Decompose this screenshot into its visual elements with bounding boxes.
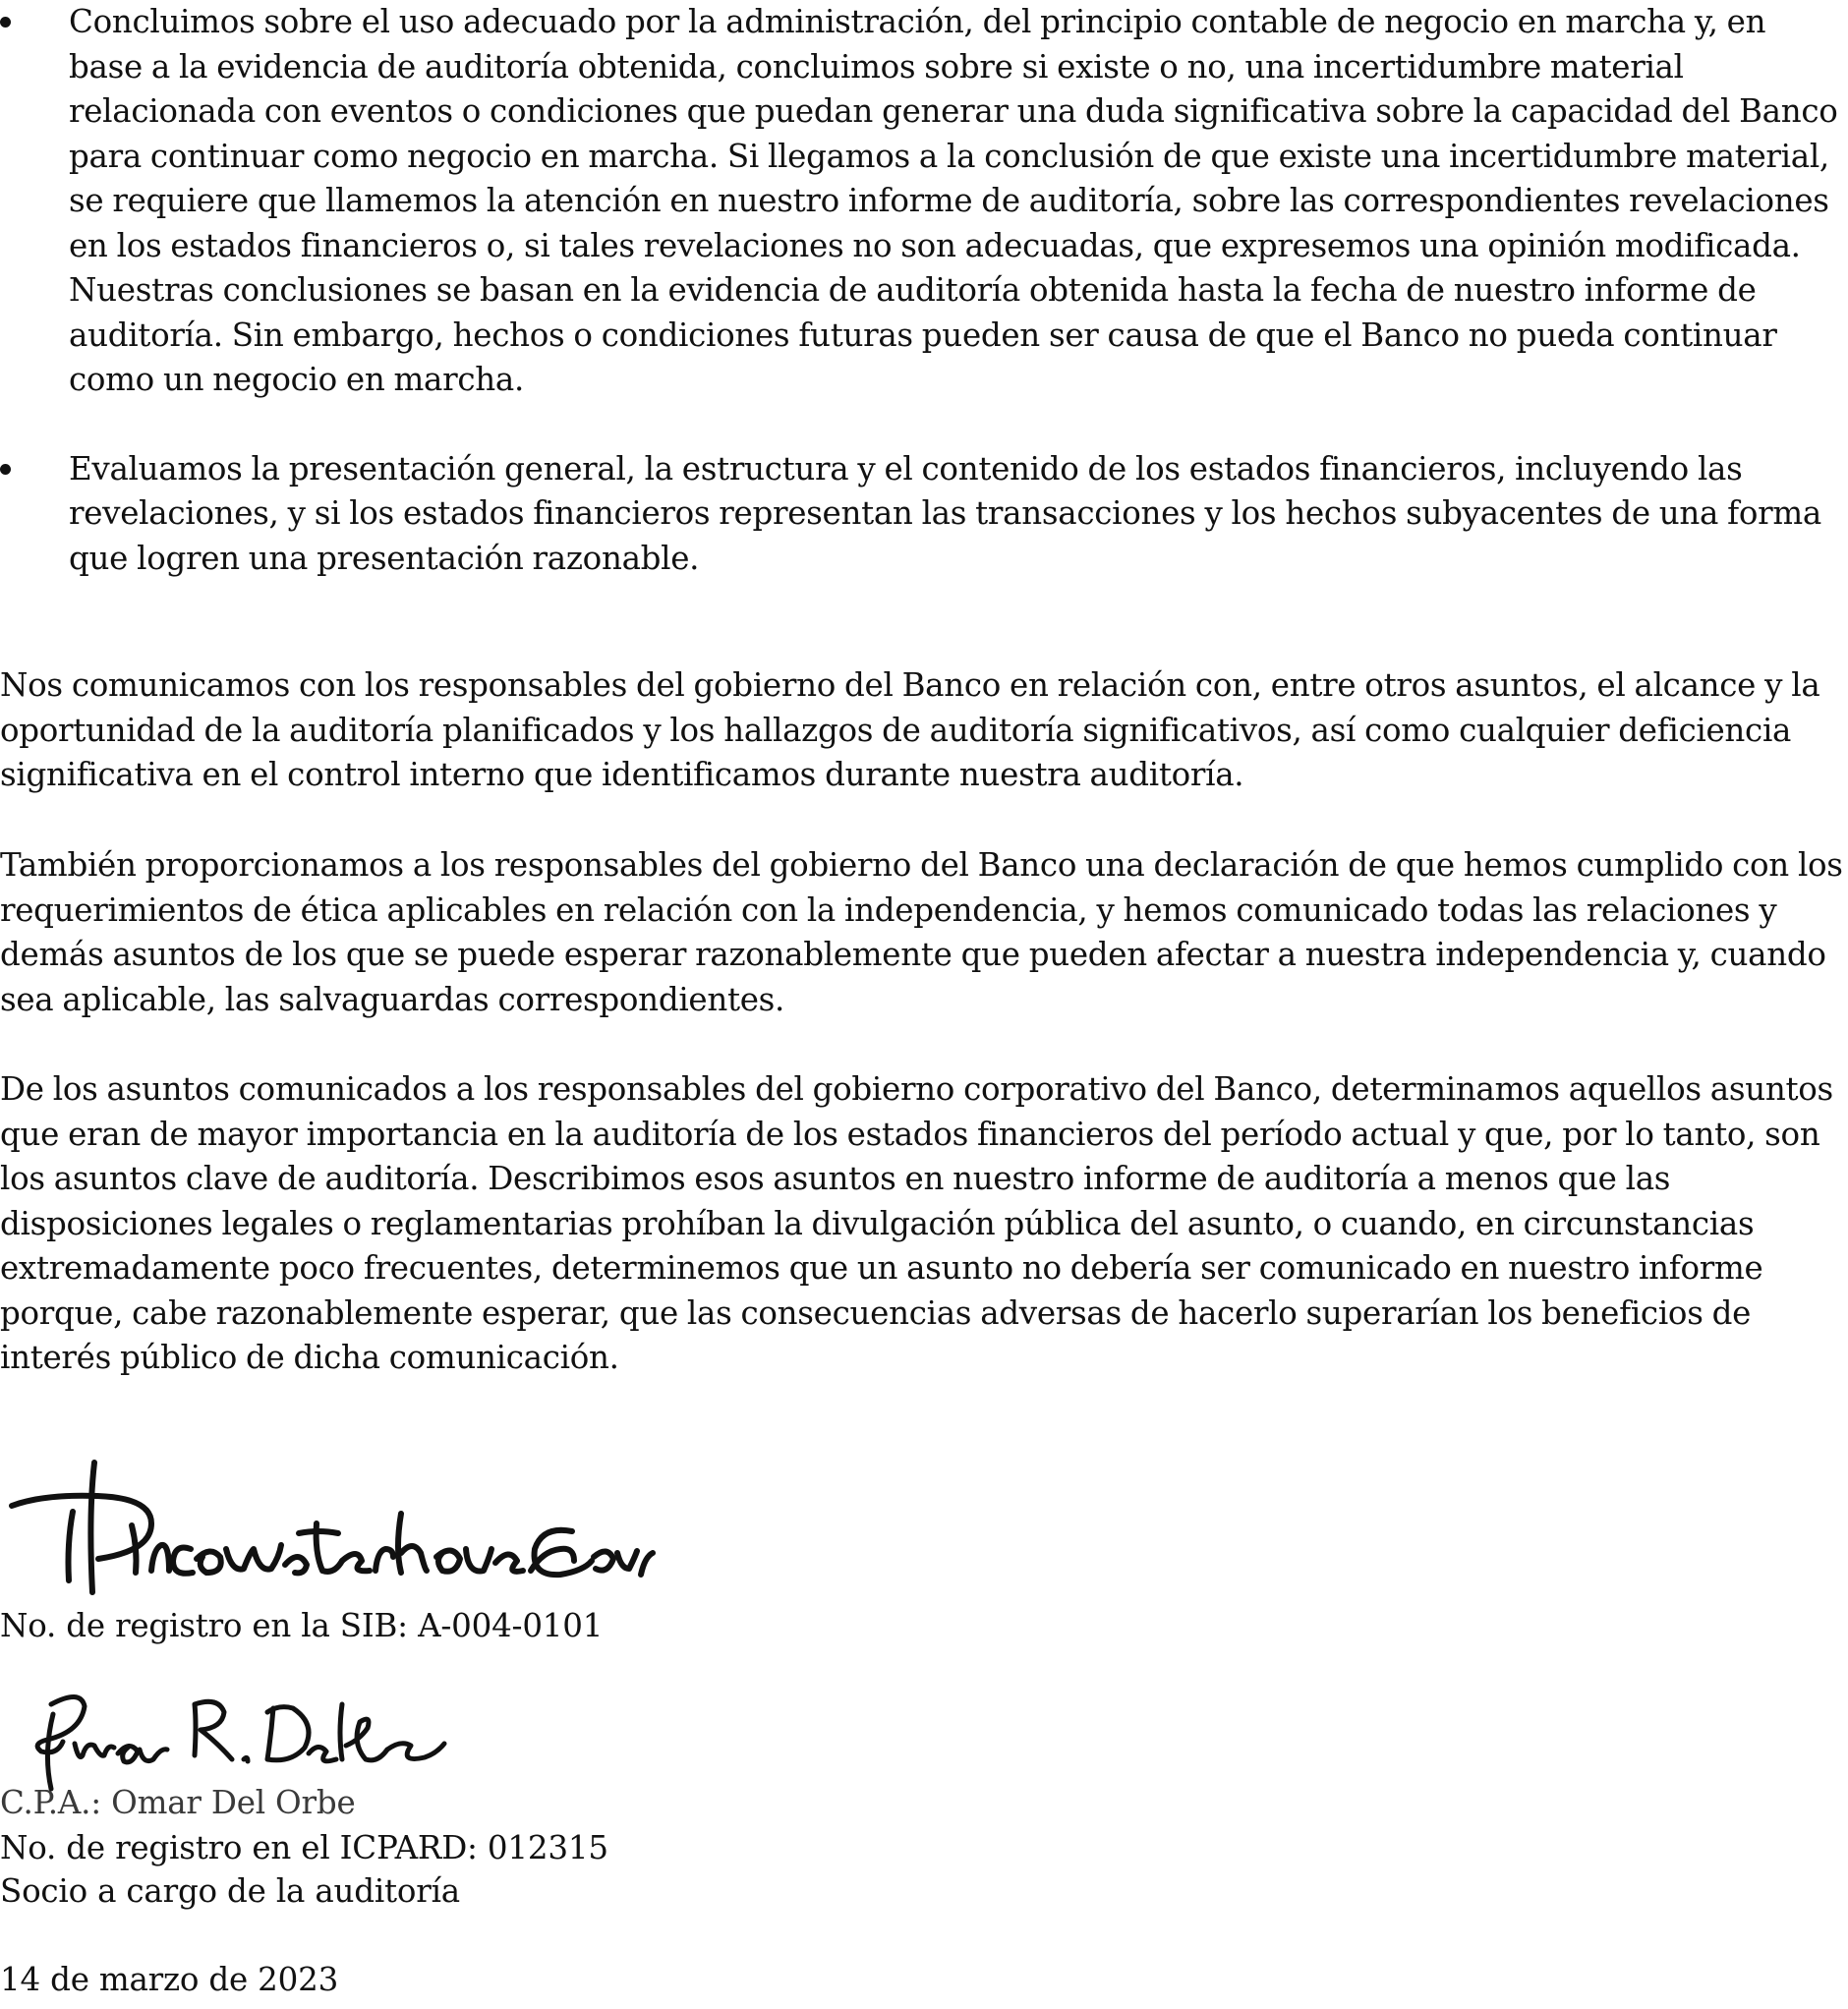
- bullet-icon: [0, 17, 11, 28]
- partner-role: Socio a cargo de la auditoría: [0, 1872, 460, 1910]
- paragraph-key-matters: De los asuntos comunicados a los responsables del gobierno corporativo del Banco, determinamos aquellos asuntos que eran de mayor importancia en la auditoría de los estados financieros del período actual y que, por lo tanto, son los asuntos clave de auditoría. Describimos esos asuntos en nuestro informe de auditoría a menos que las disposiciones legales o reglamentarias prohíban la divulgación pública del asunto, o cuando, en circunstancias extremadamente poco frecuentes, determinemos que un asunto no debería ser comunicado en nuestro informe porque, cabe razonablemente esperar, que las consecuencias adversas de hacerlo superarían los beneficios de interés público de dicha comunicación.: [0, 1070, 1833, 1376]
- partner-signature: [22, 1685, 454, 1793]
- bullet-text: Evaluamos la presentación general, la estructura y el contenido de los estados financieros, incluyendo las revelaciones, y si los estados financieros representan las transacciones y los hechos subyacentes de una forma que logren una presentación razonable.: [69, 449, 1821, 577]
- partner-signature-icon: [22, 1685, 454, 1793]
- icpard-registration: No. de registro en el ICPARD: 012315: [0, 1829, 608, 1866]
- sib-registration: No. de registro en la SIB: A-004-0101: [0, 1607, 604, 1644]
- partner-name: C.P.A.: Omar Del Orbe: [0, 1784, 356, 1821]
- firm-signature-icon: [4, 1455, 663, 1602]
- bullet-item-going-concern: [0, 0, 1844, 403]
- firm-signature: [4, 1455, 663, 1602]
- bullet-item-presentation: [0, 447, 1844, 582]
- paragraph-communication: Nos comunicamos con los responsables del gobierno del Banco en relación con, entre otros asuntos, el alcance y la oportunidad de la auditoría planificados y los hallazgos de auditoría significativos, así como cualquier deficiencia significativa en el control interno que identificamos durante nuestra auditoría.: [0, 666, 1820, 793]
- report-date: 14 de marzo de 2023: [0, 1961, 339, 1998]
- bullet-text: Concluimos sobre el uso adecuado por la administración, del principio contable de negocio en marcha y, en base a la evidencia de auditoría obtenida, concluimos sobre si existe o no, una incertidumbre material relacionada con eventos o condiciones que puedan generar una duda significativa sobre la capacidad del Banco para continuar como negocio en marcha. Si llegamos a la conclusión de que existe una incertidumbre material, se requiere que llamemos la atención en nuestro informe de auditoría, sobre las correspondientes revelaciones en los estados financieros o, si tales revelaciones no son adecuadas, que expresemos una opinión modificada. Nuestras conclusiones se basan en la evidencia de auditoría obtenida hasta la fecha de nuestro informe de auditoría. Sin embargo, hechos o condiciones futuras pueden ser causa de que el Banco no pueda continuar como un negocio en marcha.: [69, 3, 1838, 398]
- paragraph-independence: También proporcionamos a los responsables del gobierno del Banco una declaración de que hemos cumplido con los requerimientos de ética aplicables en relación con la independencia, y hemos comunicado todas las relaciones y demás asuntos de los que se puede esperar razonablemente que pueden afectar a nuestra independencia y, cuando sea aplicable, las salvaguardas correspondientes.: [0, 846, 1843, 1018]
- bullet-list: [0, 0, 1844, 581]
- bullet-icon: [0, 464, 11, 475]
